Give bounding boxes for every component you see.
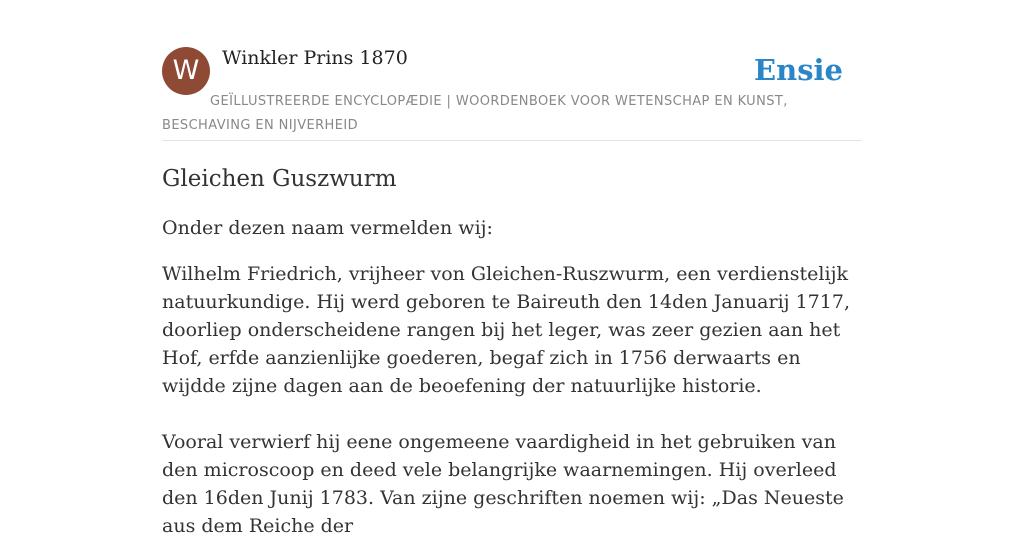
source-title-link[interactable]: Winkler Prins 1870 bbox=[222, 47, 408, 69]
entry-paragraph: Vooral verwierf hij eene ongemeene vaardigheid in het gebruiken van den microscoop en deed vele belangrijke waarnemingen. Hij overleed den 16den Junij 1783. Van zijne geschriften noemen wij: „Das Neueste aus dem Reiche der bbox=[162, 431, 844, 537]
source-subtitle: GEÏLLUSTREERDE ENCYCLOPÆDIE | WOORDENBOEK VOOR WETENSCHAP EN KUNST, BESCHAVING EN NIJVERHEID bbox=[162, 94, 788, 133]
entry-paragraph: Wilhelm Friedrich, vrijheer von Gleichen-Ruszwurm, een verdienstelijk natuurkundige. Hij werd geboren te Baireuth den 14den Januarij 1717, doorliep onderscheidene rangen bij het leger, was zeer gezien aan het Hof, erfde aanzienlijke goederen, begaf zich in 1756 derwaarts en wijdde zijne dagen aan de beoefening der natuurlijke historie. bbox=[162, 263, 850, 397]
entry-lead: Onder dezen naam vermelden wij: bbox=[162, 217, 493, 239]
ensie-logo-link[interactable]: Ensie bbox=[754, 53, 843, 87]
source-header bbox=[162, 46, 862, 141]
entry-title: Gleichen Guszwurm bbox=[162, 166, 397, 192]
source-avatar[interactable]: W bbox=[162, 47, 210, 95]
entry-content bbox=[162, 162, 862, 540]
